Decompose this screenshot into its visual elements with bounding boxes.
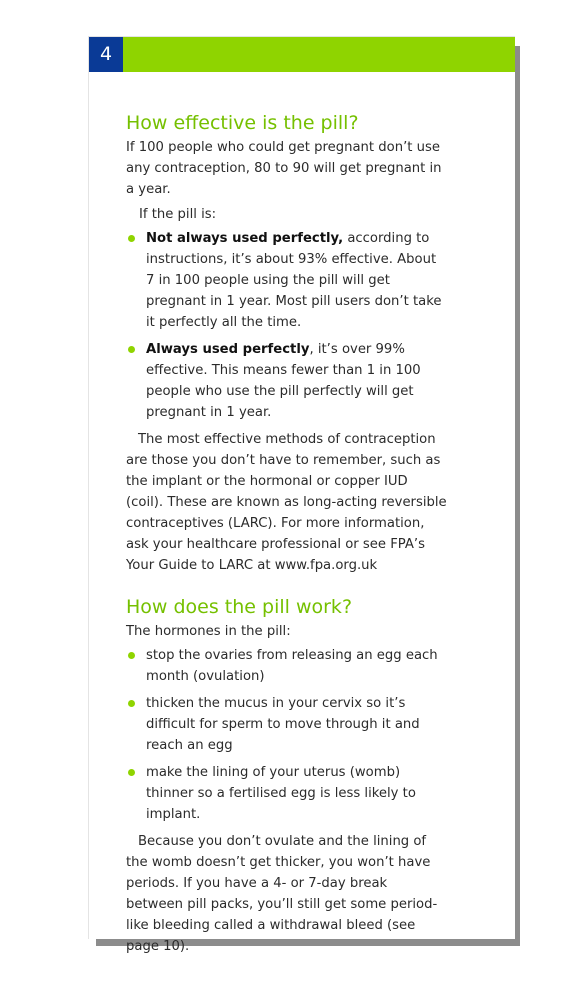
bullet-text: stop the ovaries from releasing an egg each month (ovulation): [146, 648, 438, 684]
header-bar: [89, 37, 515, 72]
document-page: [88, 36, 515, 954]
bullet-dot-icon: [128, 769, 135, 776]
bullet-dot-icon: [128, 235, 135, 242]
bullet-text: , it’s over 99% effective. This means fewer than 1 in 100 people who use the pill perfectly will get pregnant in 1 year.: [146, 342, 421, 420]
bullet-bold: Not always used perfectly,: [146, 231, 344, 246]
bullet-dot-icon: [128, 346, 135, 353]
effectiveness-list: [126, 228, 448, 423]
bullet-dot-icon: [128, 700, 135, 707]
list-item: [126, 762, 448, 825]
section-heading-effectiveness: How effective is the pill?: [126, 112, 359, 134]
bullet-text: make the lining of your uterus (womb) thinner so a fertilised egg is less likely to implant.: [146, 765, 416, 822]
if-the-pill-is: If the pill is:: [139, 207, 217, 222]
bullet-text: thicken the mucus in your cervix so it’s difficult for sperm to move through it and reach an egg: [146, 696, 420, 753]
how-it-works-intro: The hormones in the pill:: [126, 624, 291, 639]
bullet-text: according to instructions, it’s about 93% effective. About 7 in 100 people using the pill will get pregnant in 1 year. Most pill users don’t take it perfectly all the time.: [146, 231, 442, 330]
bullet-bold: Always used perfectly: [146, 342, 310, 357]
list-item: [126, 228, 448, 333]
list-item: [126, 339, 448, 423]
effectiveness-closing: The most effective methods of contraception are those you don’t have to remember, such as the implant or the hormonal or copper IUD (coil). These are known as long-acting reversible contraceptives (LARC). For more information, ask your healthcare professional or see FPA’s Your Guide to LARC at www.fpa.org.uk: [126, 432, 447, 573]
effectiveness-intro: If 100 people who could get pregnant don’t use any contraception, 80 to 90 will get pregnant in a year.: [126, 140, 442, 197]
how-it-works-list: [126, 645, 448, 825]
list-item: [126, 693, 448, 756]
page-number: 4: [89, 37, 123, 72]
bullet-dot-icon: [128, 652, 135, 659]
section-heading-how-it-works: How does the pill work?: [126, 596, 353, 618]
page-content: [126, 111, 448, 957]
section-gap: [126, 576, 448, 595]
list-item: [126, 645, 448, 687]
how-it-works-closing: Because you don’t ovulate and the lining of the womb doesn’t get thicker, you won’t have periods. If you have a 4- or 7-day break between pill packs, you’ll still get some period-like bleeding called a withdrawal bleed (see page 10).: [126, 834, 438, 954]
